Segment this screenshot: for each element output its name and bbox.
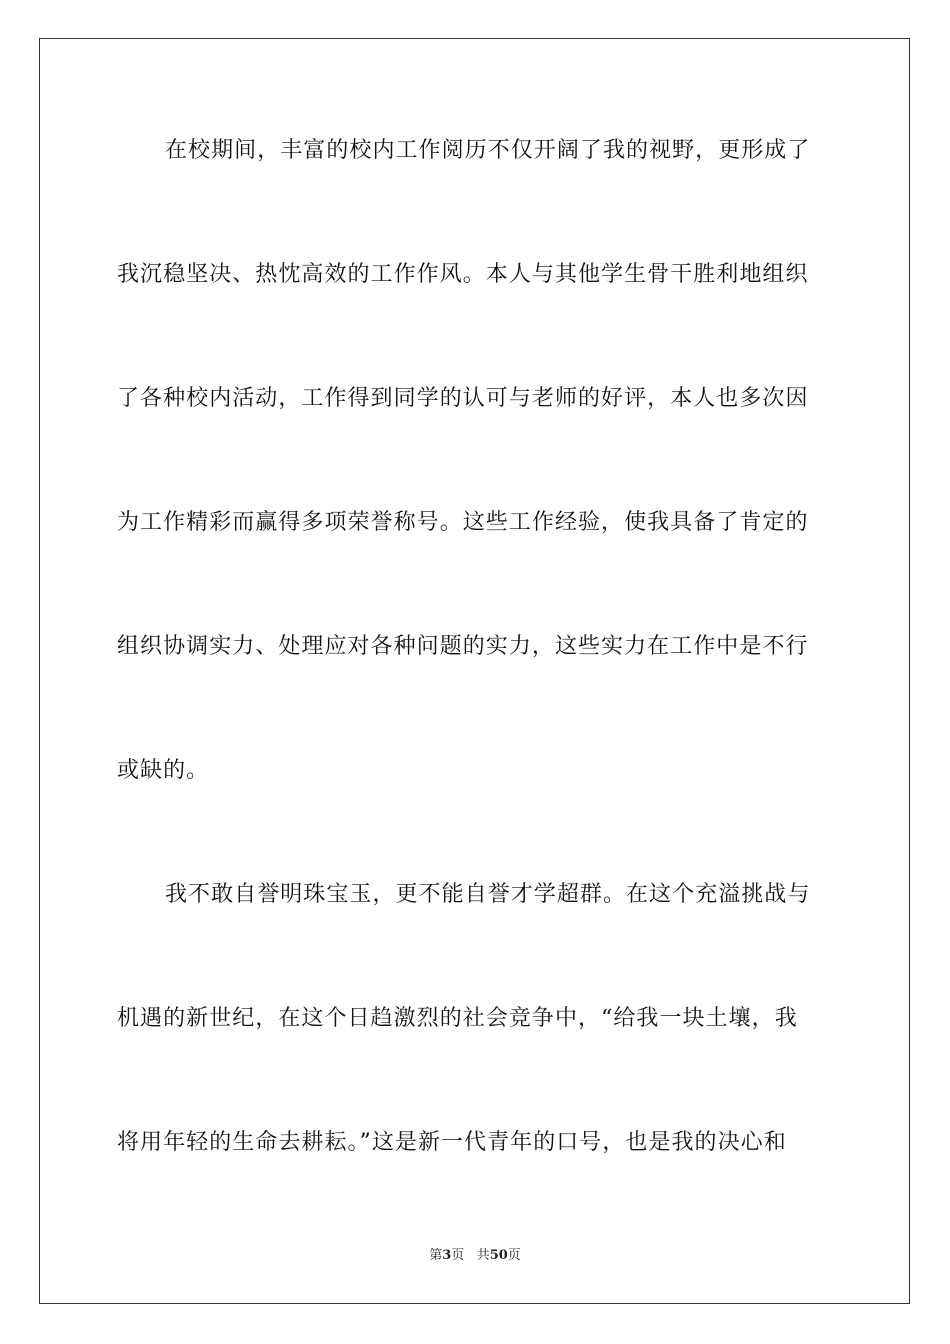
paragraph-1-line-3: 了各种校内活动，工作得到同学的认可与老师的好评，本人也多次因	[117, 386, 809, 411]
paragraph-2-line-2: 机遇的新世纪，在这个日趋激烈的社会竞争中，“给我一块土壤，我	[117, 1006, 798, 1031]
paragraph-1-line-4: 为工作精彩而赢得多项荣誉称号。这些工作经验，使我具备了肯定的	[117, 510, 809, 535]
paragraph-1-line-2: 我沉稳坚决、热忱高效的工作作风。本人与其他学生骨干胜利地组织	[117, 262, 809, 287]
total-pages-number: 50	[489, 1248, 508, 1263]
page-label-suffix: 页	[451, 1248, 465, 1263]
paragraph-1-line-6: 或缺的。	[117, 758, 210, 783]
current-page-number: 3	[442, 1248, 452, 1263]
total-label-suffix: 页	[507, 1248, 521, 1263]
page-footer	[0, 1248, 950, 1264]
total-label-prefix: 共	[476, 1248, 490, 1263]
page-label-prefix: 第	[429, 1248, 443, 1263]
page-border	[39, 38, 910, 1304]
paragraph-1-line-1: 在校期间，丰富的校内工作阅历不仅开阔了我的视野，更形成了	[165, 138, 811, 163]
paragraph-1-line-5: 组织协调实力、处理应对各种问题的实力，这些实力在工作中是不行	[117, 634, 809, 659]
paragraph-2-line-1: 我不敢自誉明珠宝玉，更不能自誉才学超群。在这个充溢挑战与	[165, 882, 811, 907]
paragraph-2-line-3: 将用年轻的生命去耕耘。”这是新一代青年的口号，也是我的决心和	[117, 1130, 787, 1155]
